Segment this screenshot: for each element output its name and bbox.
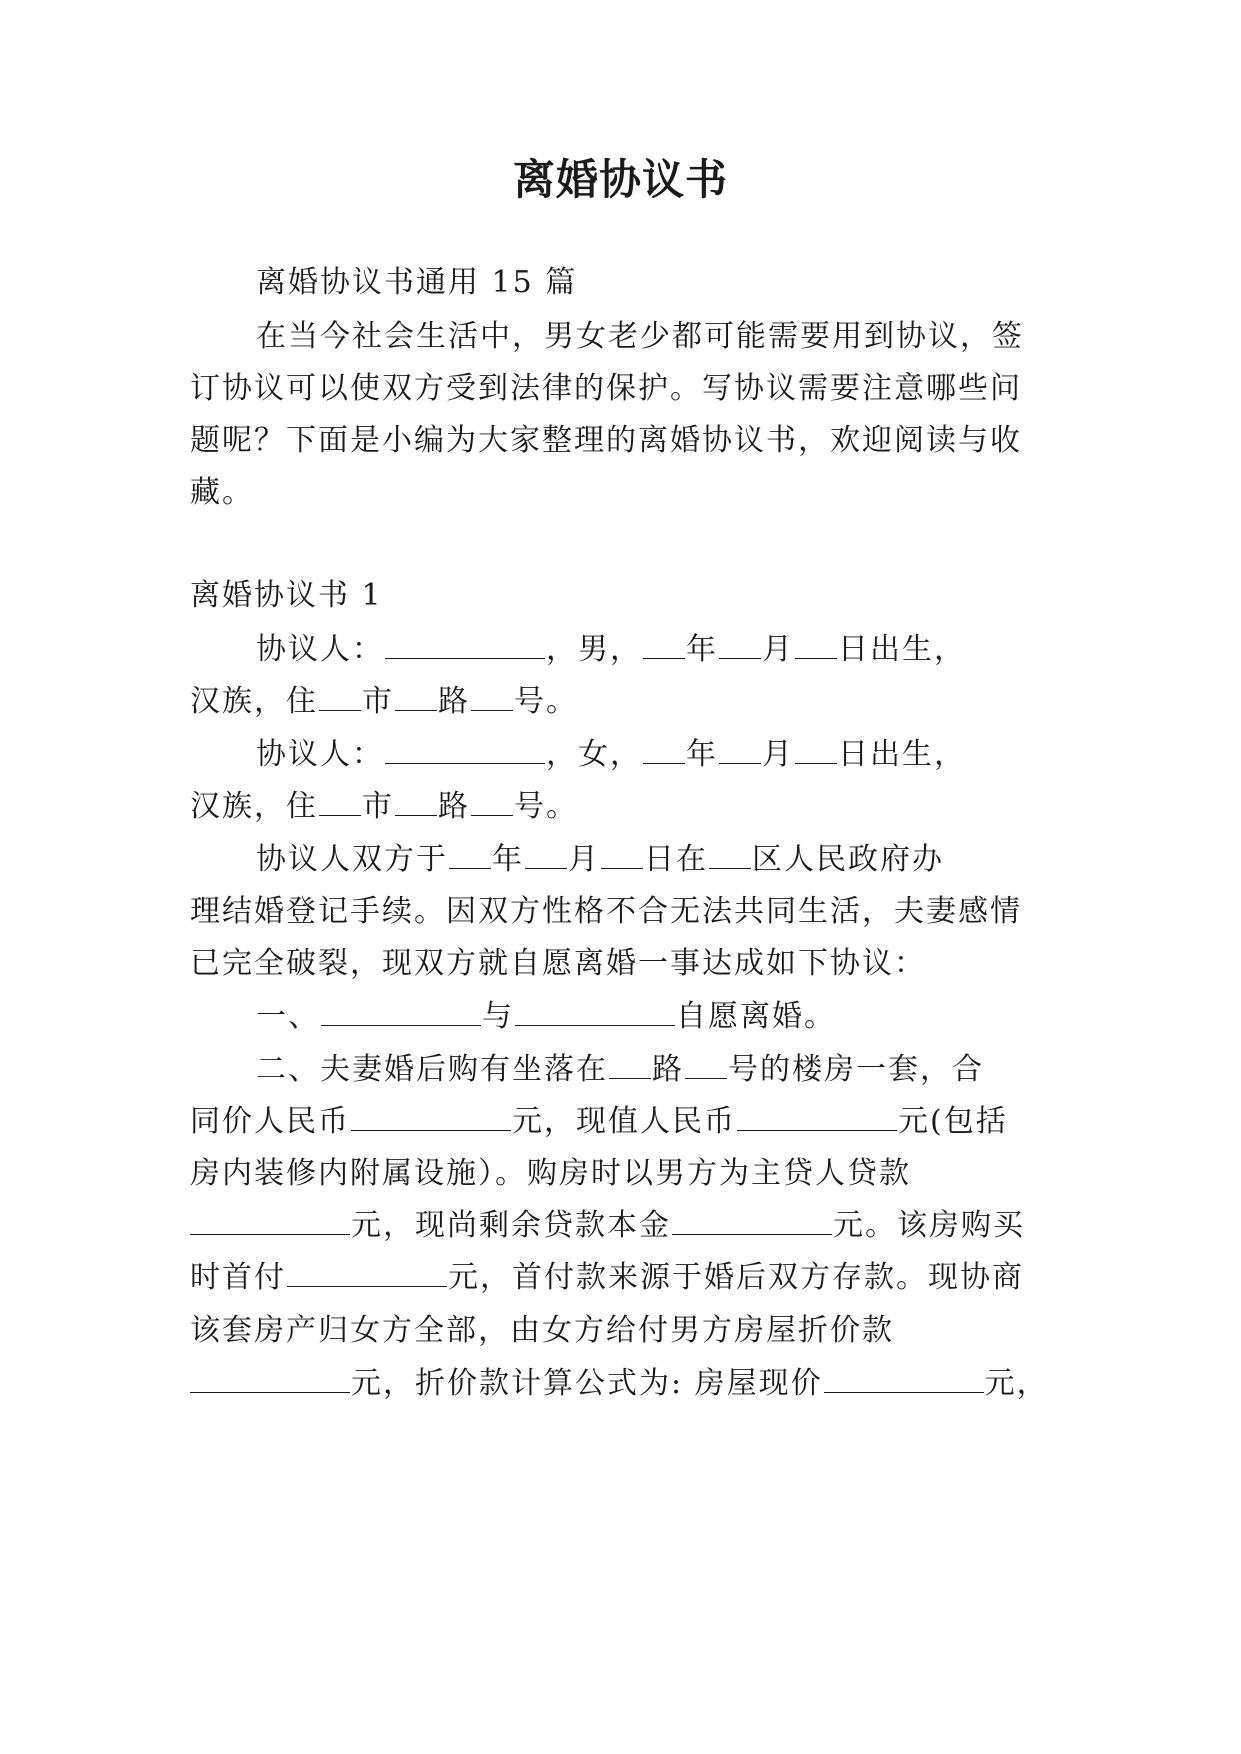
clause-1-prefix: 一、 (256, 999, 320, 1034)
clause-2-suffix: 号的楼房一套，合 (728, 1052, 984, 1087)
clause-2-line-7 (190, 1364, 1060, 1404)
party-label: 协议人： (256, 632, 384, 667)
yuan-label: 元， (984, 1366, 1049, 1401)
road-label: 路 (438, 684, 470, 719)
document-subtitle: 离婚协议书通用 15 篇 (256, 265, 578, 300)
gender-male: ，男， (546, 632, 642, 667)
name-blank (385, 630, 545, 659)
district-blank (709, 840, 751, 869)
day-label: 日在 (644, 842, 708, 877)
number-blank (685, 1050, 727, 1079)
document-title: 离婚协议书 (512, 155, 728, 204)
amount-blank (190, 1206, 350, 1235)
marriage-suffix: 区人民政府办 (752, 842, 944, 877)
include-label: 元(包括 (898, 1104, 1008, 1139)
intro-line-3: 题呢？下面是小编为大家整理的离婚协议书，欢迎阅读与收 (190, 423, 1022, 458)
clause-1 (256, 997, 1060, 1037)
intro-line-4: 藏。 (190, 475, 254, 510)
amount-blank (672, 1206, 832, 1235)
number-blank (471, 682, 513, 711)
purchase-label: 元。该房购买 (833, 1208, 1025, 1243)
road-blank (395, 787, 437, 816)
number-blank (471, 787, 513, 816)
down-payment-source: 元，首付款来源于婚后双方存款。现协商 (448, 1260, 1024, 1295)
ethnic-label: 汉族，住 (190, 789, 318, 824)
marriage-line-3: 已完全破裂，现双方就自愿离婚一事达成如下协议： (190, 946, 926, 981)
born-label: 日出生， (838, 632, 966, 667)
road-label: 路 (652, 1052, 684, 1087)
party-female-address (190, 787, 1060, 827)
remaining-loan-label: 元，现尚剩余贷款本金 (351, 1208, 671, 1243)
party-female-line (256, 735, 1060, 775)
party-label: 协议人： (256, 737, 384, 772)
clause-1-suffix: 自愿离婚。 (676, 999, 836, 1034)
marriage-line-1 (256, 840, 1060, 880)
clause-1-with: 与 (482, 999, 514, 1034)
name-blank (515, 997, 675, 1026)
marriage-prefix: 协议人双方于 (256, 842, 448, 877)
party-male-line (256, 630, 1060, 670)
gender-female: ，女， (546, 737, 642, 772)
amount-blank (190, 1364, 350, 1393)
clause-2-line-2 (190, 1102, 1060, 1142)
month-blank (719, 630, 761, 659)
month-blank (525, 840, 567, 869)
party-male-address (190, 682, 1060, 722)
down-payment-label: 时首付 (190, 1260, 286, 1295)
intro-line-1: 在当今社会生活中，男女老少都可能需要用到协议，签 (256, 319, 1024, 354)
clause-2-line-4 (190, 1206, 1060, 1246)
month-label: 月 (762, 737, 794, 772)
number-label: 号。 (514, 789, 578, 824)
amount-blank (287, 1258, 447, 1287)
year-label: 年 (686, 737, 718, 772)
month-blank (719, 735, 761, 764)
ethnic-label: 汉族，住 (190, 684, 318, 719)
clause-2-line-6: 该套房产归女方全部，由女方给付男方房屋折价款 (190, 1313, 894, 1348)
section-heading: 离婚协议书 1 (190, 578, 383, 613)
born-label: 日出生， (838, 737, 966, 772)
amount-blank (737, 1102, 897, 1131)
day-blank (795, 630, 837, 659)
marriage-line-2: 理结婚登记手续。因双方性格不合无法共同生活，夫妻感情 (190, 894, 1022, 929)
contract-price-label: 同价人民币 (190, 1104, 350, 1139)
day-blank (601, 840, 643, 869)
name-blank (385, 735, 545, 764)
month-label: 月 (762, 632, 794, 667)
clause-2-line-5 (190, 1258, 1060, 1298)
road-blank (609, 1050, 651, 1079)
year-blank (449, 840, 491, 869)
city-blank (319, 682, 361, 711)
year-label: 年 (492, 842, 524, 877)
intro-line-2: 订协议可以使双方受到法律的保护。写协议需要注意哪些问 (190, 371, 1022, 406)
road-blank (395, 682, 437, 711)
clause-2-line-1 (256, 1050, 1060, 1090)
amount-blank (351, 1102, 511, 1131)
day-blank (795, 735, 837, 764)
clause-2-prefix: 二、夫妻婚后购有坐落在 (256, 1052, 608, 1087)
name-blank (321, 997, 481, 1026)
city-blank (319, 787, 361, 816)
amount-blank (824, 1364, 984, 1393)
city-label: 市 (362, 684, 394, 719)
city-label: 市 (362, 789, 394, 824)
year-blank (643, 630, 685, 659)
road-label: 路 (438, 789, 470, 824)
current-value-label: 元，现值人民币 (512, 1104, 736, 1139)
clause-2-line-3: 房内装修内附属设施）。购房时以男方为主贷人贷款 (190, 1156, 911, 1191)
year-blank (643, 735, 685, 764)
formula-label: 元，折价款计算公式为: 房屋现价 (351, 1366, 823, 1401)
month-label: 月 (568, 842, 600, 877)
number-label: 号。 (514, 684, 578, 719)
year-label: 年 (686, 632, 718, 667)
